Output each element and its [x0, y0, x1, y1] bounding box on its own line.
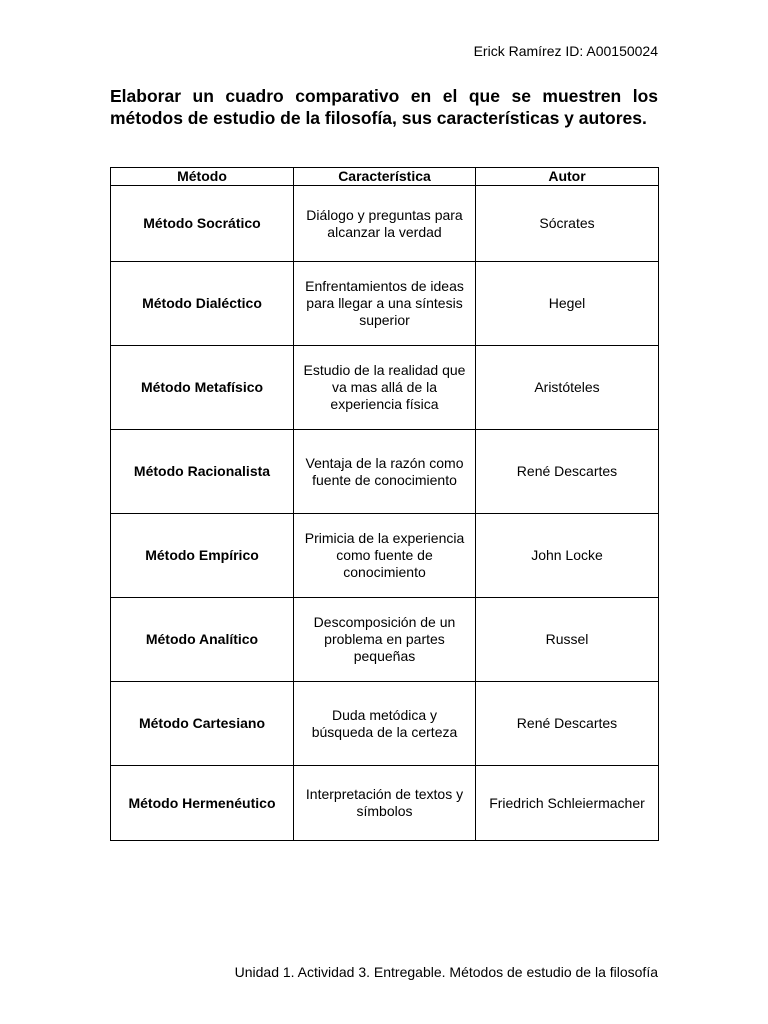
author-id-header: Erick Ramírez ID: A00150024	[473, 43, 658, 59]
method-cell: Método Empírico	[111, 514, 294, 598]
column-header-method: Método	[111, 168, 294, 186]
characteristic-cell: Ventaja de la razón como fuente de conocimiento	[294, 430, 476, 514]
characteristic-cell: Estudio de la realidad que va mas allá de la experiencia física	[294, 346, 476, 430]
author-cell: René Descartes	[476, 430, 659, 514]
characteristic-cell: Diálogo y preguntas para alcanzar la verdad	[294, 186, 476, 262]
table-row	[111, 186, 659, 262]
method-cell: Método Racionalista	[111, 430, 294, 514]
comparison-table-container	[110, 167, 658, 841]
assignment-heading: Elaborar un cuadro comparativo en el que se muestren los métodos de estudio de la filosofía, sus características y autores.	[110, 86, 658, 128]
table-header-row	[111, 168, 659, 186]
characteristic-cell: Primicia de la experiencia como fuente de conocimiento	[294, 514, 476, 598]
comparison-table	[110, 167, 659, 841]
page-footer: Unidad 1. Actividad 3. Entregable. Métodos de estudio de la filosofía	[234, 964, 658, 980]
method-cell: Método Analítico	[111, 598, 294, 682]
author-cell: René Descartes	[476, 682, 659, 766]
table-row	[111, 598, 659, 682]
method-cell: Método Metafísico	[111, 346, 294, 430]
characteristic-cell: Interpretación de textos y símbolos	[294, 766, 476, 841]
characteristic-cell: Duda metódica y búsqueda de la certeza	[294, 682, 476, 766]
method-cell: Método Cartesiano	[111, 682, 294, 766]
table-row	[111, 766, 659, 841]
column-header-characteristic: Característica	[294, 168, 476, 186]
method-cell: Método Hermenéutico	[111, 766, 294, 841]
characteristic-cell: Enfrentamientos de ideas para llegar a una síntesis superior	[294, 262, 476, 346]
table-row	[111, 430, 659, 514]
author-cell: John Locke	[476, 514, 659, 598]
characteristic-cell: Descomposición de un problema en partes pequeñas	[294, 598, 476, 682]
table-row	[111, 262, 659, 346]
table-row	[111, 682, 659, 766]
author-cell: Friedrich Schleiermacher	[476, 766, 659, 841]
table-row	[111, 346, 659, 430]
method-cell: Método Socrático	[111, 186, 294, 262]
author-cell: Aristóteles	[476, 346, 659, 430]
column-header-author: Autor	[476, 168, 659, 186]
table-row	[111, 514, 659, 598]
author-cell: Russel	[476, 598, 659, 682]
author-cell: Sócrates	[476, 186, 659, 262]
author-cell: Hegel	[476, 262, 659, 346]
method-cell: Método Dialéctico	[111, 262, 294, 346]
